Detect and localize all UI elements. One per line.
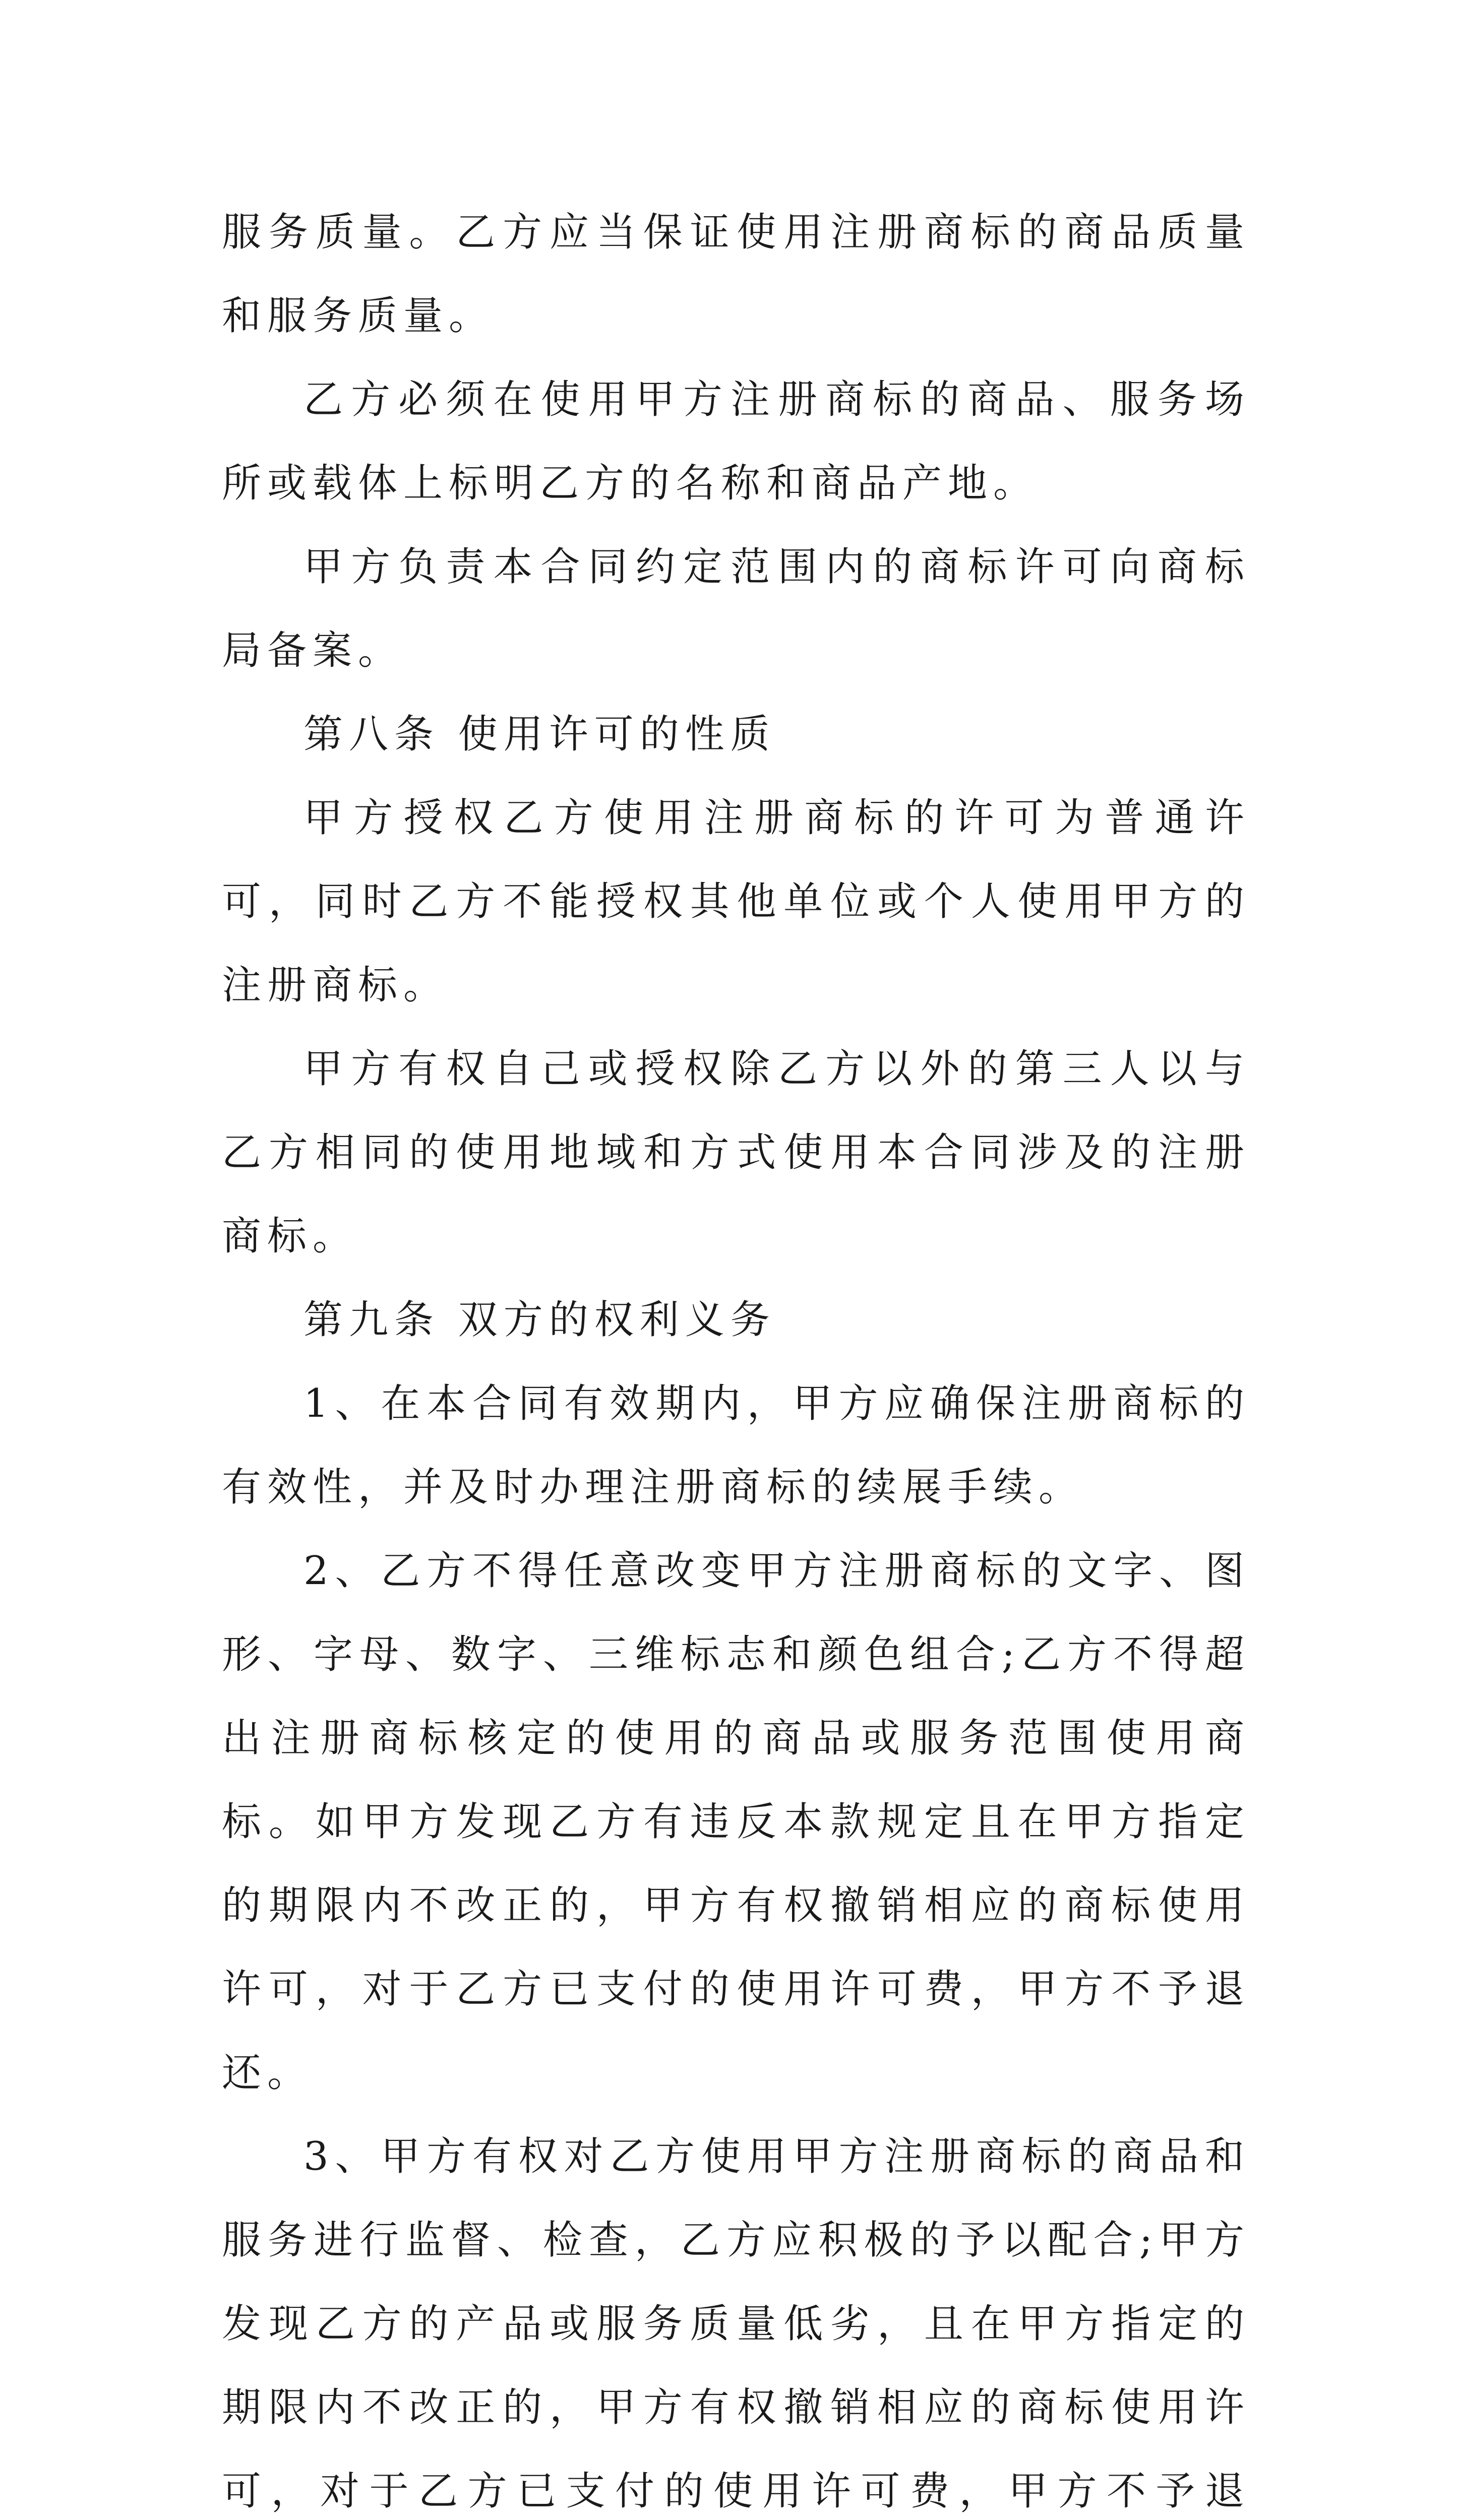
- paragraph-labeling: 乙方必须在使用甲方注册商标的商品、服务场所或载体上标明乙方的名称和商品产地。: [222, 377, 1250, 506]
- paragraph-filing: 甲方负责本合同约定范围内的商标许可向商标局备案。: [222, 544, 1250, 673]
- paragraph-continuation: 服务质量。乙方应当保证使用注册商标的商品质量和服务质量。: [222, 210, 1250, 339]
- article-8-heading: 第八条 使用许可的性质: [303, 712, 776, 757]
- paragraph-licensor-rights: 甲方有权自己或授权除乙方以外的第三人以与乙方相同的使用地域和方式使用本合同涉及的注册商标。: [222, 1046, 1250, 1259]
- article-9-heading: 第九条 双方的权利义务: [303, 1297, 776, 1343]
- clause-1: 1、在本合同有效期内，甲方应确保注册商标的有效性，并及时办理注册商标的续展手续。: [222, 1381, 1250, 1510]
- document-body: [222, 191, 1250, 2520]
- clause-2: 2、乙方不得任意改变甲方注册商标的文字、图形、字母、数字、三维标志和颜色组合;乙方不得超出注册商标核定的使用的商品或服务范围使用商标。如甲方发现乙方有违反本款规定且在甲方指定的期限内不改正的，甲方有权撤销相应的商标使用许可，对于乙方已支付的使用许可费，甲方不予退还。: [222, 1548, 1250, 2096]
- clause-3: 3、甲方有权对乙方使用甲方注册商标的商品和服务进行监督、检查，乙方应积极的予以配合;甲方发现乙方的产品或服务质量低劣，且在甲方指定的期限内不改正的，甲方有权撤销相应的商标使用许可，对于乙方已支付的使用许可费，甲方不予退: [222, 2134, 1250, 2514]
- paragraph-license-type: 甲方授权乙方使用注册商标的许可为普通许可，同时乙方不能授权其他单位或个人使用甲方的注册商标。: [222, 795, 1250, 1008]
